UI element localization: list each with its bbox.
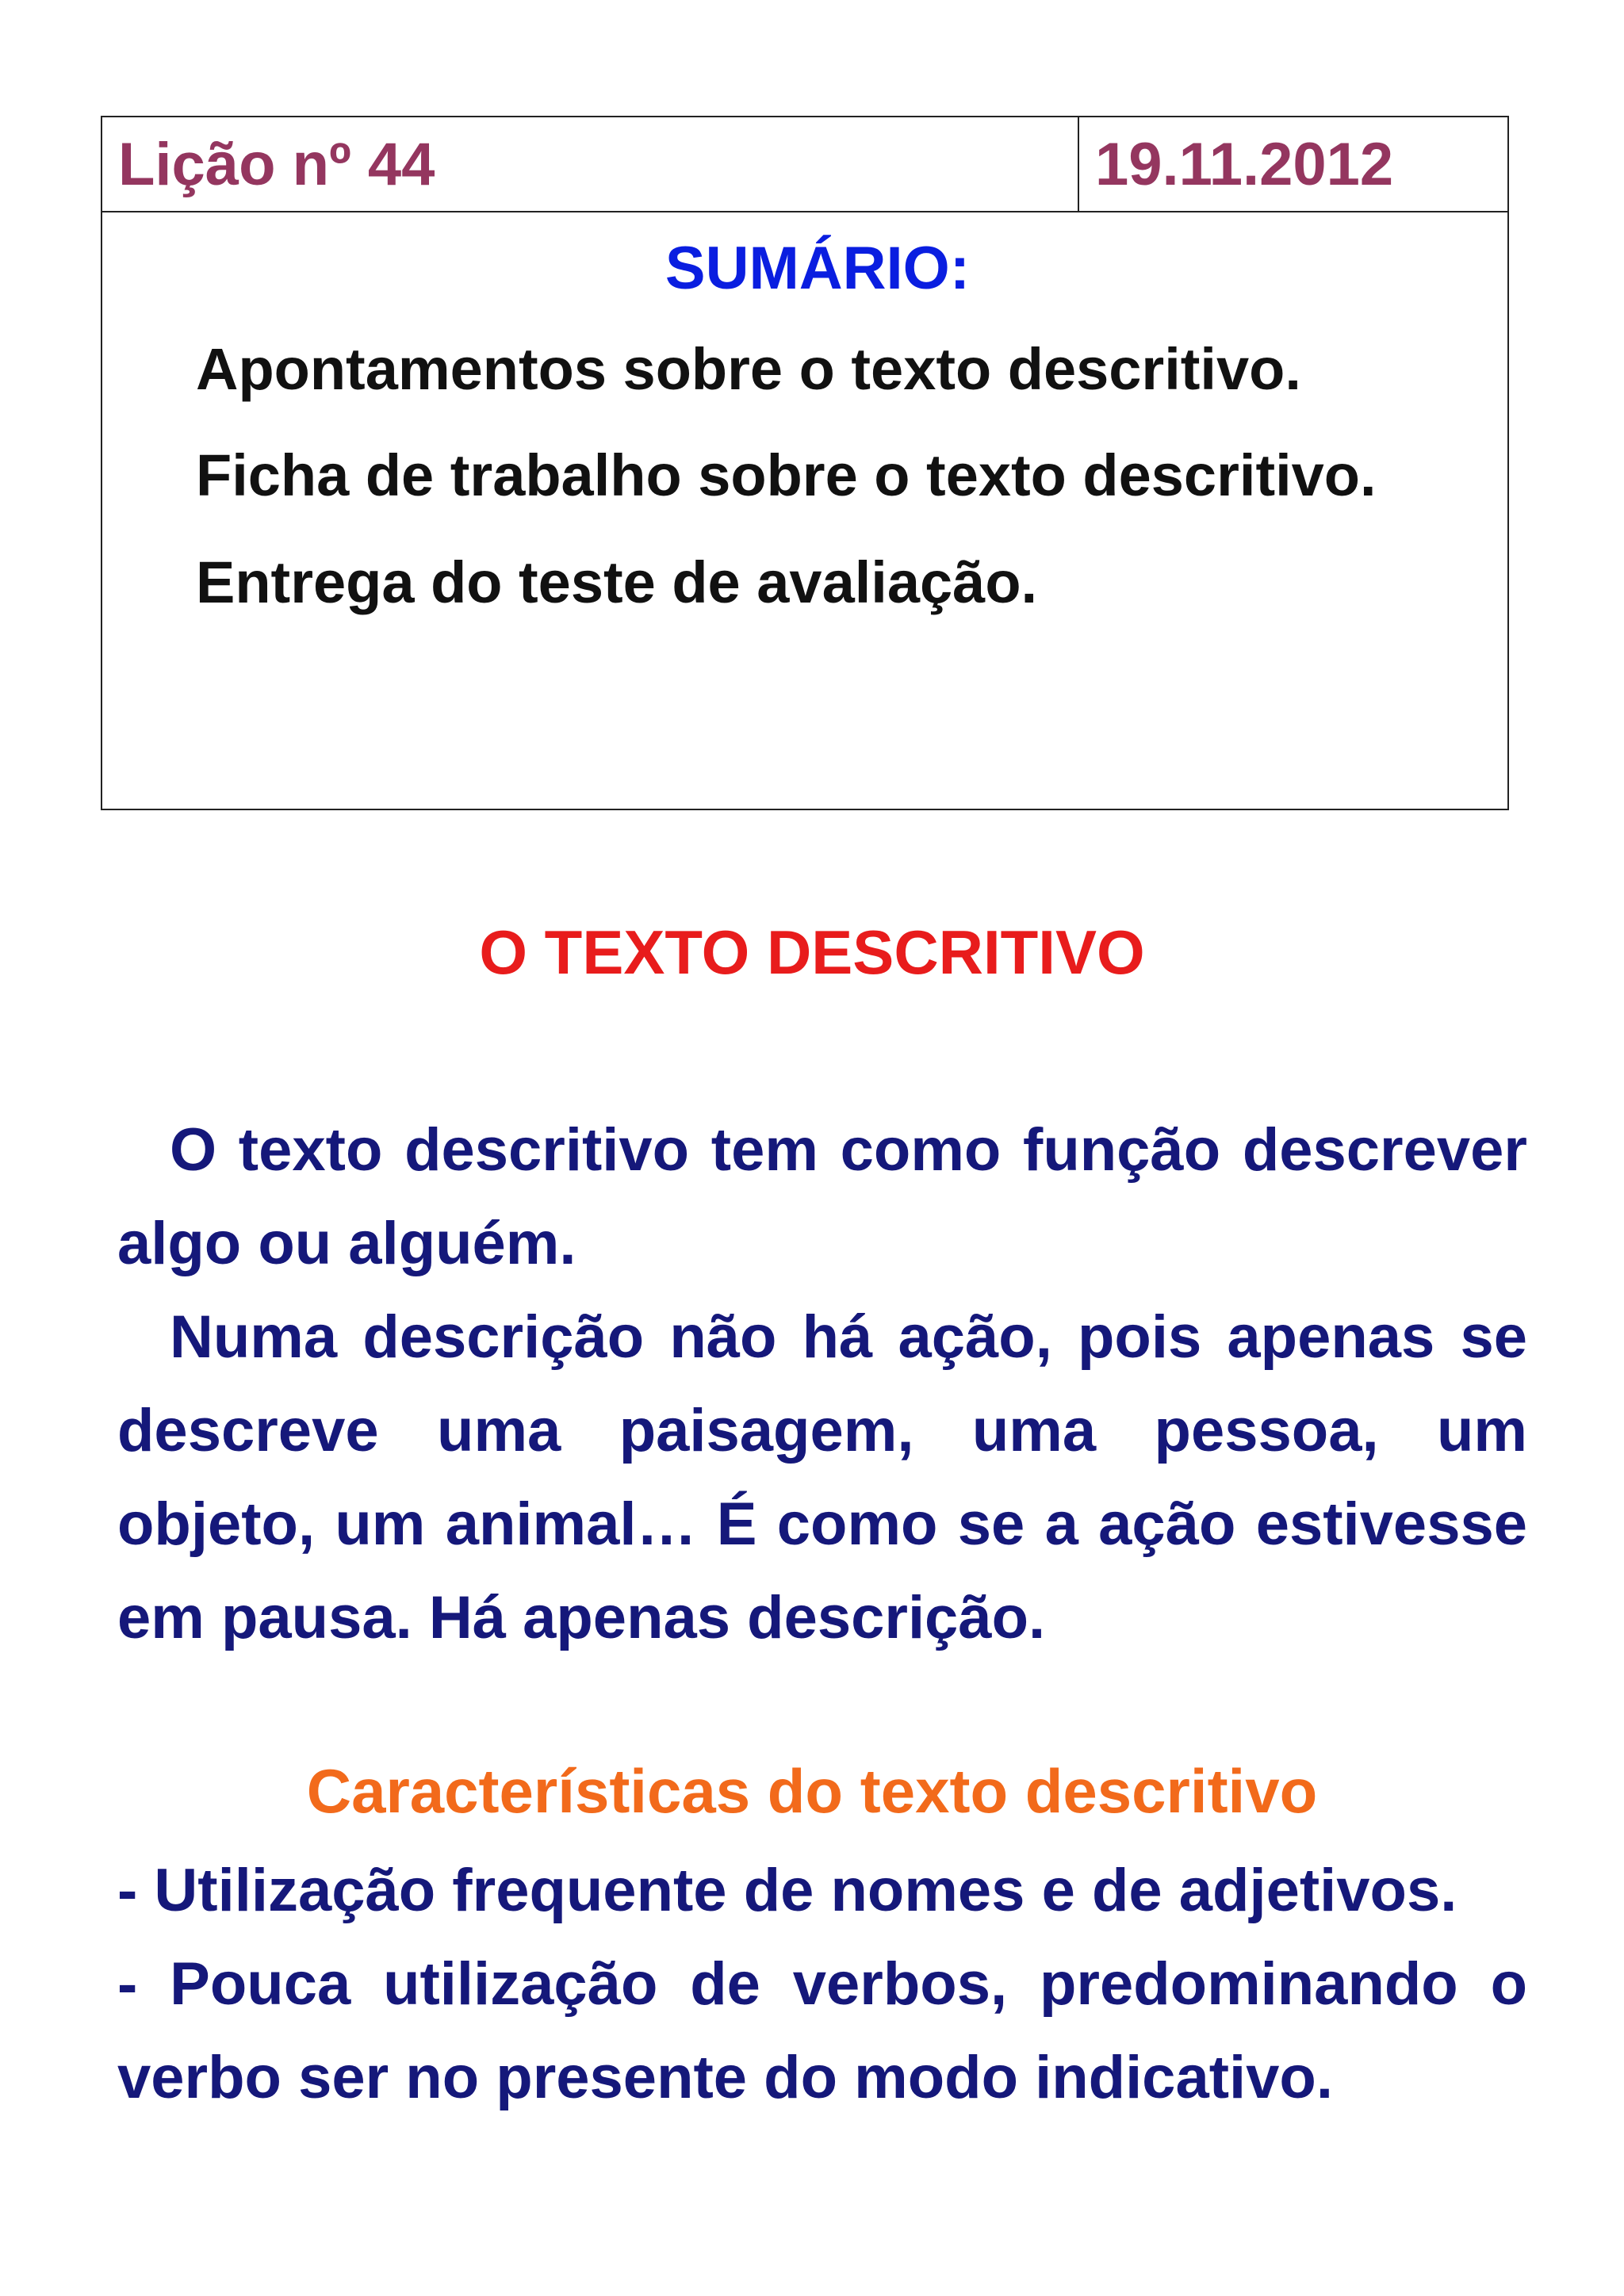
summary-heading: SUMÁRIO: [665,235,971,302]
table-header-row [102,117,1507,212]
summary-item-notes: Apontamentos sobre o texto descritivo. [196,335,1301,402]
date-cell [1079,117,1507,211]
lesson-number: Lição nº 44 [118,130,435,198]
description-text [117,1104,1527,1665]
paragraph-no-action: Numa descrição não há ação, pois apenas se descreve uma paisagem, uma pessoa, um objeto, um animal… É como se a ação estivesse em pausa. Há apenas descrição. [117,1303,1527,1651]
paragraph-function: O texto descritivo tem como função descrever algo ou alguém. [117,1116,1527,1277]
feature-item-nouns-adjectives: - Utilização frequente de nomes e de adjetivos. [117,1857,1457,1924]
lesson-date: 19.11.2012 [1095,130,1394,198]
summary-item-worksheet: Ficha de trabalho sobre o texto descritivo. [196,442,1377,509]
features-title: Características do texto descritivo [306,1756,1318,1826]
lesson-summary-table [101,116,1509,810]
features-list [117,1844,1527,2125]
lesson-number-cell [102,117,1079,211]
feature-item-verbs: - Pouca utilização de verbos, predominando o verbo ser no presente do modo indicativo. [117,1950,1527,2111]
summary-item-test-delivery: Entrega do teste de avaliação. [196,549,1038,615]
summary-body [102,212,1507,809]
section-title: O TEXTO DESCRITIVO [479,917,1145,987]
